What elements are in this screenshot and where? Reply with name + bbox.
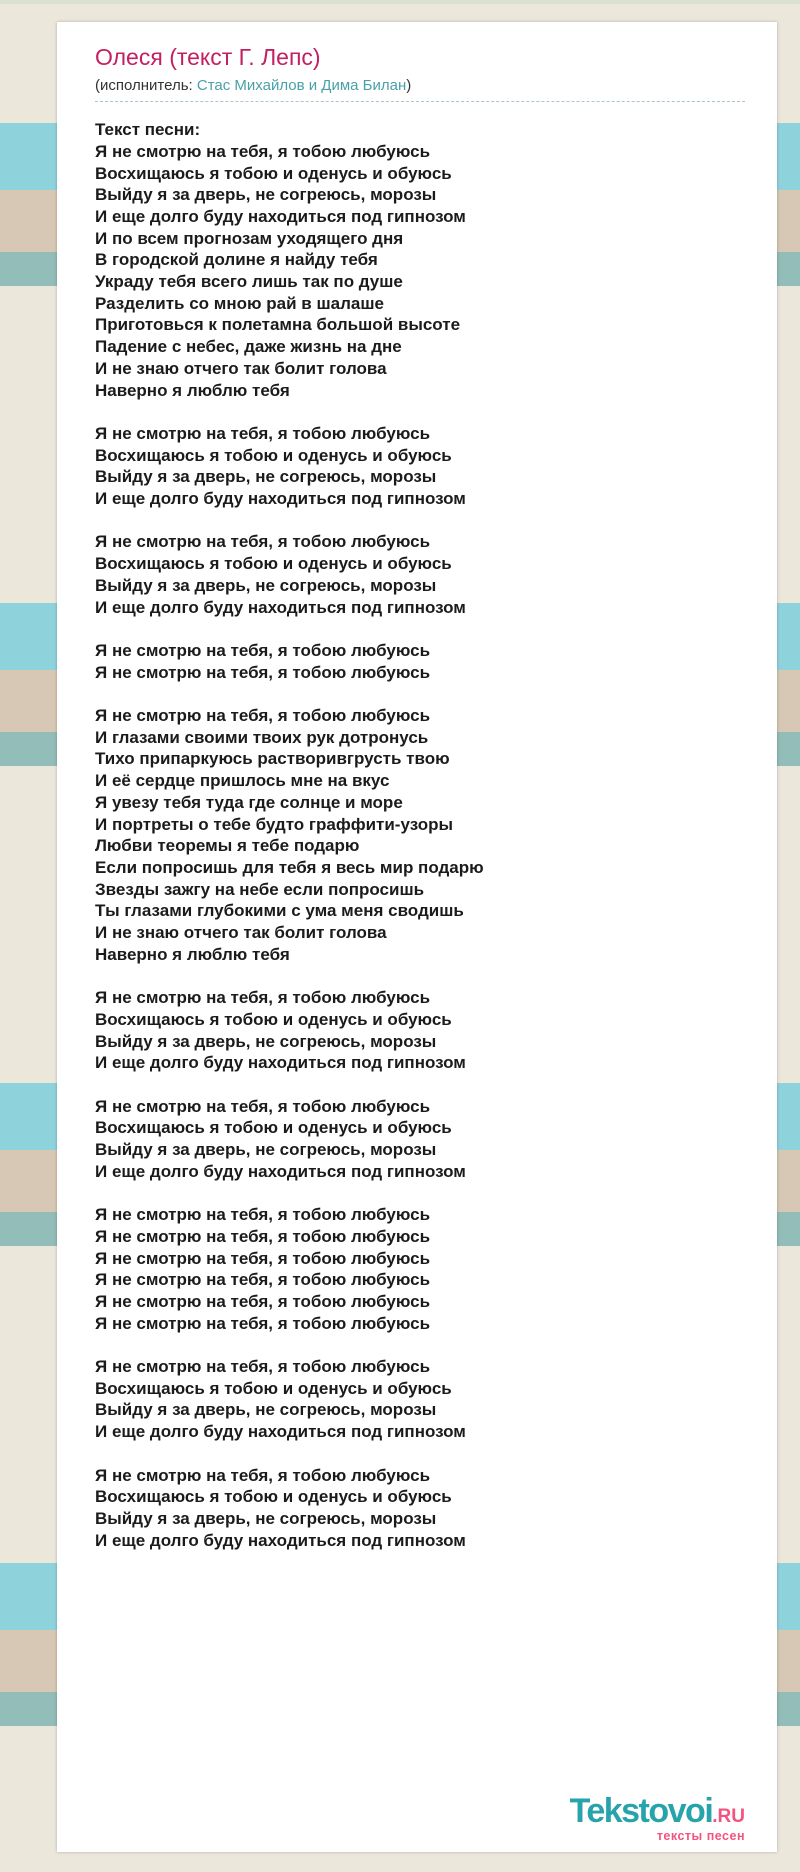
lyrics-stanza: [95, 531, 745, 618]
lyrics-line: И портреты о тебе будто граффити-узоры: [95, 814, 454, 834]
lyrics-line: Я не смотрю на тебя, я тобою любуюсь: [95, 988, 431, 1008]
lyrics-stanzas: [95, 141, 745, 1552]
lyrics-line: Я не смотрю на тебя, я тобою любуюсь: [95, 1357, 431, 1377]
lyrics-line: И не знаю отчего так болит голова: [95, 358, 387, 378]
site-logo[interactable]: [569, 1791, 745, 1843]
dotted-separator: [95, 101, 745, 102]
lyrics-stanza: [95, 423, 745, 510]
lyrics-line: Выйду я за дверь, не согреюсь, морозы: [95, 1508, 437, 1528]
lyrics-line: И еще долго буду находиться под гипнозом: [95, 1053, 466, 1073]
site-logo-tagline: тексты песен: [656, 1828, 745, 1843]
lyrics-stanza: [95, 1465, 745, 1552]
lyrics-line: Я не смотрю на тебя, я тобою любуюсь: [95, 1096, 431, 1116]
lyrics-line: Восхищаюсь я тобою и оденусь и обуюсь: [95, 554, 452, 574]
lyrics-stanza: [95, 141, 745, 401]
lyrics-stanza: [95, 1356, 745, 1443]
lyrics-line: Восхищаюсь я тобою и оденусь и обуюсь: [95, 445, 452, 465]
lyrics-line: Я не смотрю на тебя, я тобою любуюсь: [95, 706, 431, 726]
lyrics-line: Восхищаюсь я тобою и оденусь и обуюсь: [95, 1378, 452, 1398]
lyrics-line: Выйду я за дверь, не согреюсь, морозы: [95, 1140, 437, 1160]
lyrics-line: Любви теоремы я тебе подарю: [95, 836, 360, 856]
lyrics-line: Выйду я за дверь, не согреюсь, морозы: [95, 1031, 437, 1051]
lyrics-line: И по всем прогнозам уходящего дня: [95, 228, 404, 248]
lyrics-intro-label: Текст песни:: [95, 120, 201, 140]
performer-label-close: ): [406, 76, 412, 94]
lyrics-line: И еще долго буду находиться под гипнозом: [95, 1530, 466, 1550]
lyrics-line: И не знаю отчего так болит голова: [95, 923, 387, 943]
lyrics-line: И еще долго буду находиться под гипнозом: [95, 489, 466, 509]
lyrics-stanza: [95, 1096, 745, 1183]
artist-link[interactable]: Стас Михайлов и Дима Билан: [196, 76, 407, 94]
lyrics-line: И глазами своими твоих рук дотронусь: [95, 727, 429, 747]
lyrics-line: Выйду я за дверь, не согреюсь, морозы: [95, 467, 437, 487]
lyrics-line: Выйду я за дверь, не согреюсь, морозы: [95, 1400, 437, 1420]
lyrics-line: Я не смотрю на тебя, я тобою любуюсь: [95, 1291, 431, 1311]
lyrics-line: Восхищаюсь я тобою и оденусь и обуюсь: [95, 1487, 452, 1507]
lyrics-line: Я не смотрю на тебя, я тобою любуюсь: [95, 662, 431, 682]
performer-label: (исполнитель:: [95, 76, 197, 94]
lyrics-line: Падение с небес, даже жизнь на дне: [95, 337, 402, 357]
lyrics-line: Я не смотрю на тебя, я тобою любуюсь: [95, 1226, 431, 1246]
lyrics-line: Я увезу тебя туда где солнце и море: [95, 792, 403, 812]
lyrics-stanza: [95, 705, 745, 965]
lyrics-line: И еще долго буду находиться под гипнозом: [95, 1161, 466, 1181]
lyrics-block: [95, 119, 745, 1551]
site-logo-domain: .RU: [712, 1805, 745, 1827]
lyrics-line: Я не смотрю на тебя, я тобою любуюсь: [95, 141, 431, 161]
lyrics-stanza: [95, 987, 745, 1074]
page-title: Олеся (текст Г. Лепс): [95, 44, 321, 70]
lyrics-line: Я не смотрю на тебя, я тобою любуюсь: [95, 423, 431, 443]
lyrics-line: Восхищаюсь я тобою и оденусь и обуюсь: [95, 163, 452, 183]
site-logo-text: Tekstovoi: [569, 1791, 713, 1830]
performer-line: [95, 76, 745, 96]
lyrics-line: Тихо припаркуюсь растворивгрусть твою: [95, 749, 450, 769]
lyrics-line: Украду тебя всего лишь так по душе: [95, 272, 403, 292]
lyrics-line: И еще долго буду находиться под гипнозом: [95, 597, 466, 617]
lyrics-stanza: [95, 1204, 745, 1334]
lyrics-stanza: [95, 640, 745, 683]
lyrics-line: И еще долго буду находиться под гипнозом: [95, 1422, 466, 1442]
lyrics-line: Наверно я люблю тебя: [95, 944, 290, 964]
lyrics-line: Я не смотрю на тебя, я тобою любуюсь: [95, 1465, 431, 1485]
lyrics-line: Выйду я за дверь, не согреюсь, морозы: [95, 185, 437, 205]
lyrics-line: Выйду я за дверь, не согреюсь, морозы: [95, 575, 437, 595]
lyrics-line: Восхищаюсь я тобою и оденусь и обуюсь: [95, 1009, 452, 1029]
lyrics-line: Если попросишь для тебя я весь мир подарю: [95, 857, 484, 877]
lyrics-line: Я не смотрю на тебя, я тобою любуюсь: [95, 1270, 431, 1290]
content-card: [57, 22, 777, 1852]
lyrics-line: Я не смотрю на тебя, я тобою любуюсь: [95, 1313, 431, 1333]
lyrics-line: Разделить со мною рай в шалаше: [95, 293, 384, 313]
lyrics-line: В городской долине я найду тебя: [95, 250, 378, 270]
site-logo-wordmark[interactable]: [569, 1791, 745, 1830]
lyrics-line: И её сердце пришлось мне на вкус: [95, 771, 390, 791]
lyrics-line: Восхищаюсь я тобою и оденусь и обуюсь: [95, 1118, 452, 1138]
lyrics-line: Я не смотрю на тебя, я тобою любуюсь: [95, 1205, 431, 1225]
lyrics-line: Ты глазами глубокими с ума меня сводишь: [95, 901, 464, 921]
lyrics-line: И еще долго буду находиться под гипнозом: [95, 206, 466, 226]
lyrics-line: Я не смотрю на тебя, я тобою любуюсь: [95, 532, 431, 552]
lyrics-line: Я не смотрю на тебя, я тобою любуюсь: [95, 640, 431, 660]
lyrics-line: Приготовься к полетамна большой высоте: [95, 315, 461, 335]
lyrics-line: Я не смотрю на тебя, я тобою любуюсь: [95, 1248, 431, 1268]
lyrics-line: Наверно я люблю тебя: [95, 380, 290, 400]
lyrics-line: Звезды зажгу на небе если попросишь: [95, 879, 425, 899]
